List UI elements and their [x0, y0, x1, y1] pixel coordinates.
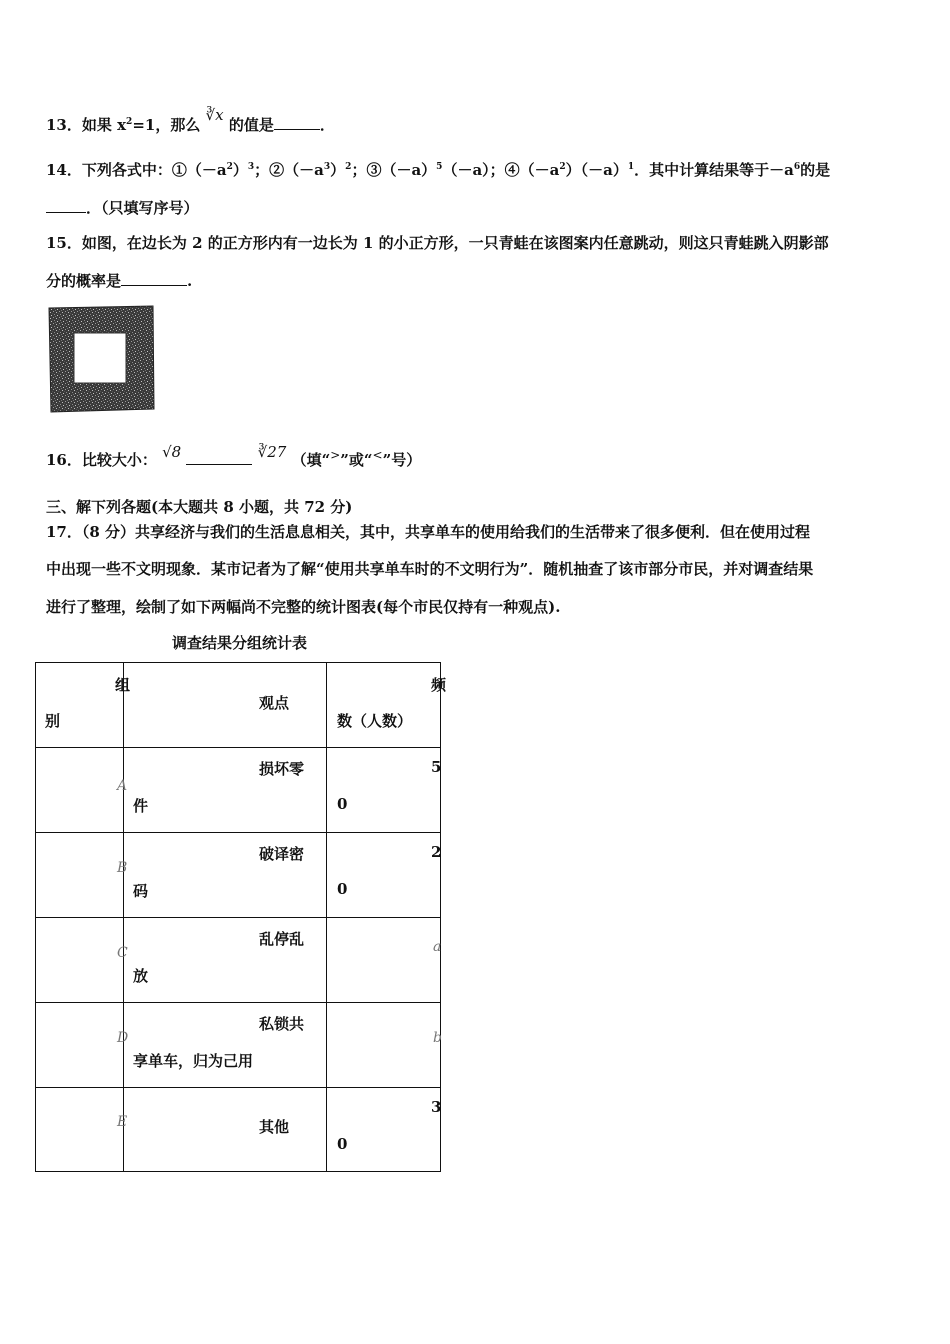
- row-freq-variable: b: [433, 1030, 442, 1046]
- header-view: 观点: [259, 694, 290, 712]
- row-freq-b: 0: [337, 795, 348, 813]
- question-17-line2: 中出现一些不文明现象．某市记者为了解“使用共享单车时的不文明行为”．随机抽查了该市部分市民，并对调查结果: [46, 560, 814, 578]
- table-border: [35, 832, 441, 833]
- row-group-label: B: [117, 860, 128, 876]
- row-group-label: A: [117, 778, 128, 794]
- table-border: [35, 662, 36, 1172]
- row-view-a: 其他: [259, 1118, 290, 1136]
- answer-blank[interactable]: [186, 450, 252, 465]
- row-freq-a: 3: [431, 1098, 442, 1116]
- answer-blank[interactable]: [121, 271, 187, 286]
- question-14-cont: ．（只填写序号）: [46, 198, 199, 218]
- row-group-label: E: [117, 1114, 128, 1130]
- header-group-a: 组: [115, 676, 131, 694]
- sqrt-8: √8: [162, 443, 182, 461]
- row-freq-a: 5: [431, 758, 442, 776]
- row-view-a: 损坏零: [259, 760, 305, 778]
- row-group-label: C: [117, 945, 128, 961]
- question-15: 15．如图，在边长为 2 的正方形内有一边长为 1 的小正方形，一只青蛙在该图案内任意跳动，则这只青蛙跳入阴影部: [46, 234, 829, 252]
- table-title: 调查结果分组统计表: [172, 634, 308, 652]
- row-freq-variable: a: [433, 939, 442, 955]
- table-border: [123, 662, 124, 1172]
- table-border: [326, 662, 327, 1172]
- header-freq-b: 数（人数）: [337, 712, 413, 730]
- question-17-line1: 17．（8 分）共享经济与我们的生活息息相关，其中，共享单车的使用给我们的生活带来了很多便利．但在使用过程: [46, 523, 811, 541]
- section-3-heading: 三、解下列各题(本大题共 8 小题，共 72 分): [46, 498, 353, 516]
- inner-white-square: [74, 333, 126, 383]
- row-freq-a: 2: [431, 843, 442, 861]
- cube-root-27: ∛27: [257, 443, 287, 461]
- question-14: 14．下列各式中：$①(-a^2)^3$；$②(-a^3)^2$；$③(-a)^5(-a)$；$④(-a^2)(-a)^1$．其中计算结果等于$-a^6$的是: [46, 161, 831, 179]
- row-freq-b: 0: [337, 880, 348, 898]
- question-13: 13．如果 $x^2=1$，那么 ∛x 的值是 ．: [46, 106, 335, 134]
- square-figure: [47, 305, 155, 413]
- table-border: [35, 1171, 441, 1172]
- table-border: [35, 1002, 441, 1003]
- question-16: 16．比较大小： √8 ∛27 （填“>”或“<”号）: [46, 443, 422, 469]
- header-freq-a: 频: [431, 676, 447, 694]
- answer-blank[interactable]: [46, 198, 86, 213]
- row-group-label: D: [117, 1030, 129, 1046]
- row-freq-b: 0: [337, 1135, 348, 1153]
- table-border: [35, 917, 441, 918]
- survey-table: [35, 662, 447, 1172]
- table-border: [35, 662, 441, 663]
- table-border: [440, 662, 441, 1172]
- cube-root-x: ∛x: [205, 106, 224, 124]
- table-border: [35, 1087, 441, 1088]
- row-view-b: 放: [133, 967, 149, 985]
- answer-blank[interactable]: [274, 115, 320, 130]
- question-17-line3: 进行了整理，绘制了如下两幅尚不完整的统计图表(每个市民仅持有一种观点).: [46, 598, 561, 616]
- row-view-a: 私锁共: [259, 1015, 305, 1033]
- header-group-b: 别: [45, 712, 61, 730]
- row-view-a: 乱停乱: [259, 930, 305, 948]
- table-border: [35, 747, 441, 748]
- question-15-cont: 分的概率是 .: [46, 272, 193, 290]
- row-view-b: 码: [133, 882, 149, 900]
- row-view-a: 破译密: [259, 845, 305, 863]
- row-view-b: 件: [133, 797, 149, 815]
- row-view-b: 享单车，归为己用: [133, 1052, 254, 1070]
